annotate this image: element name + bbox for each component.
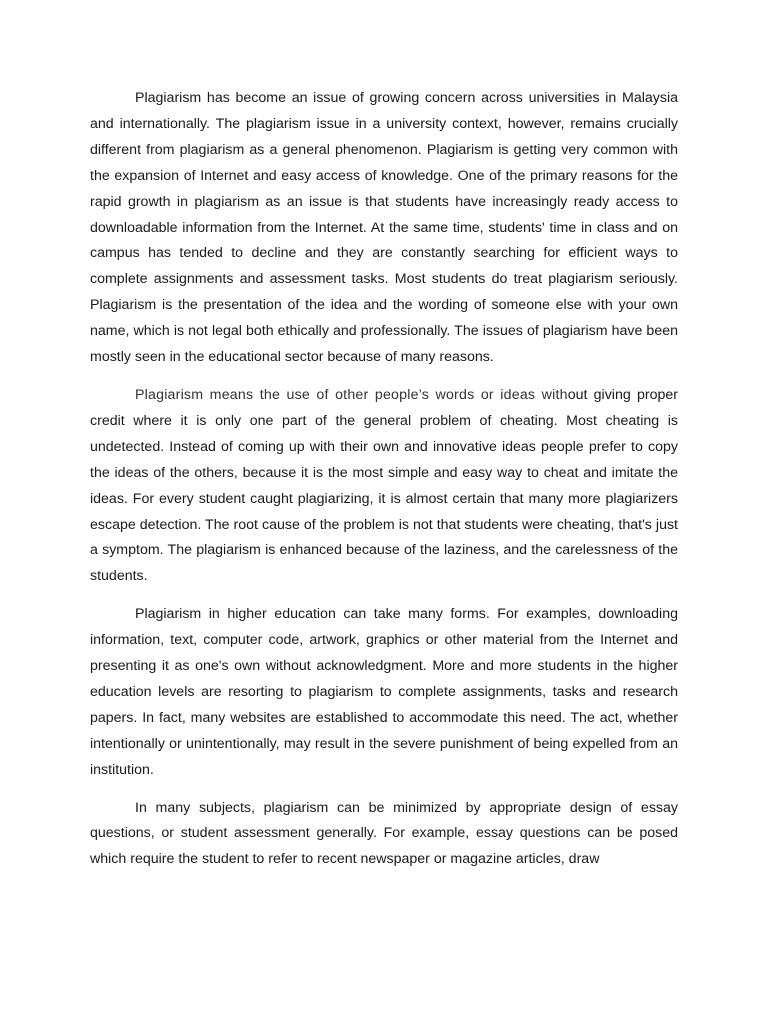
paragraph-2-lead: Plagiarism means the use of other people’s words or ideas with (135, 386, 568, 403)
document-page (90, 86, 678, 885)
paragraph-1-text: Plagiarism has become an issue of growing concern across universities in Malaysia and internationally. The plagiarism issue in a university context, however, remains crucially different from plagiarism as a general phenomenon. Plagiarism is getting very common with the expansion of Internet and easy access of knowledge. One of the primary reasons for the rapid growth in plagiarism as an issue is that students have increasingly ready access to downloadable information from the Internet. At the same time, students' time in class and on campus has tended to decline and they are constantly searching for efficient ways to complete assignments and assessment tasks. Most students do treat plagiarism seriously. Plagiarism is the presentation of the idea and the wording of someone else with your own name, which is not legal both ethically and professionally. The issues of plagiarism have been mostly seen in the educational sector because of many reasons. (90, 90, 678, 366)
paragraph-2-text: out giving proper credit where it is only one part of the general problem of cheating. Most cheating is undetected. Instead of coming up with their own and innovative ideas people prefer to copy the ideas of the others, because it is the most simple and easy way to cheat and imitate the ideas. For every student caught plagiarizing, it is almost certain that many more plagiarizers escape detection. The root cause of the problem is not that students were cheating, that's just a symptom. The plagiarism is enhanced because of the laziness, and the carelessness of the students. (90, 386, 678, 585)
paragraph-4 (90, 796, 678, 874)
paragraph-2 (90, 383, 678, 590)
paragraph-1 (90, 86, 678, 371)
paragraph-4-text: In many subjects, plagiarism can be minimized by appropriate design of essay questions, or student assessment generally. For example, essay questions can be posed which require the student to refer to recent newspaper or magazine articles, draw (90, 799, 678, 868)
paragraph-3 (90, 602, 678, 783)
paragraph-3-text: Plagiarism in higher education can take many forms. For examples, downloading information, text, computer code, artwork, graphics or other material from the Internet and presenting it as one's own without acknowledgment. More and more students in the higher education levels are resorting to plagiarism to complete assignments, tasks and research papers. In fact, many websites are established to accommodate this need. The act, whether intentionally or unintentionally, may result in the severe punishment of being expelled from an institution. (90, 606, 678, 778)
